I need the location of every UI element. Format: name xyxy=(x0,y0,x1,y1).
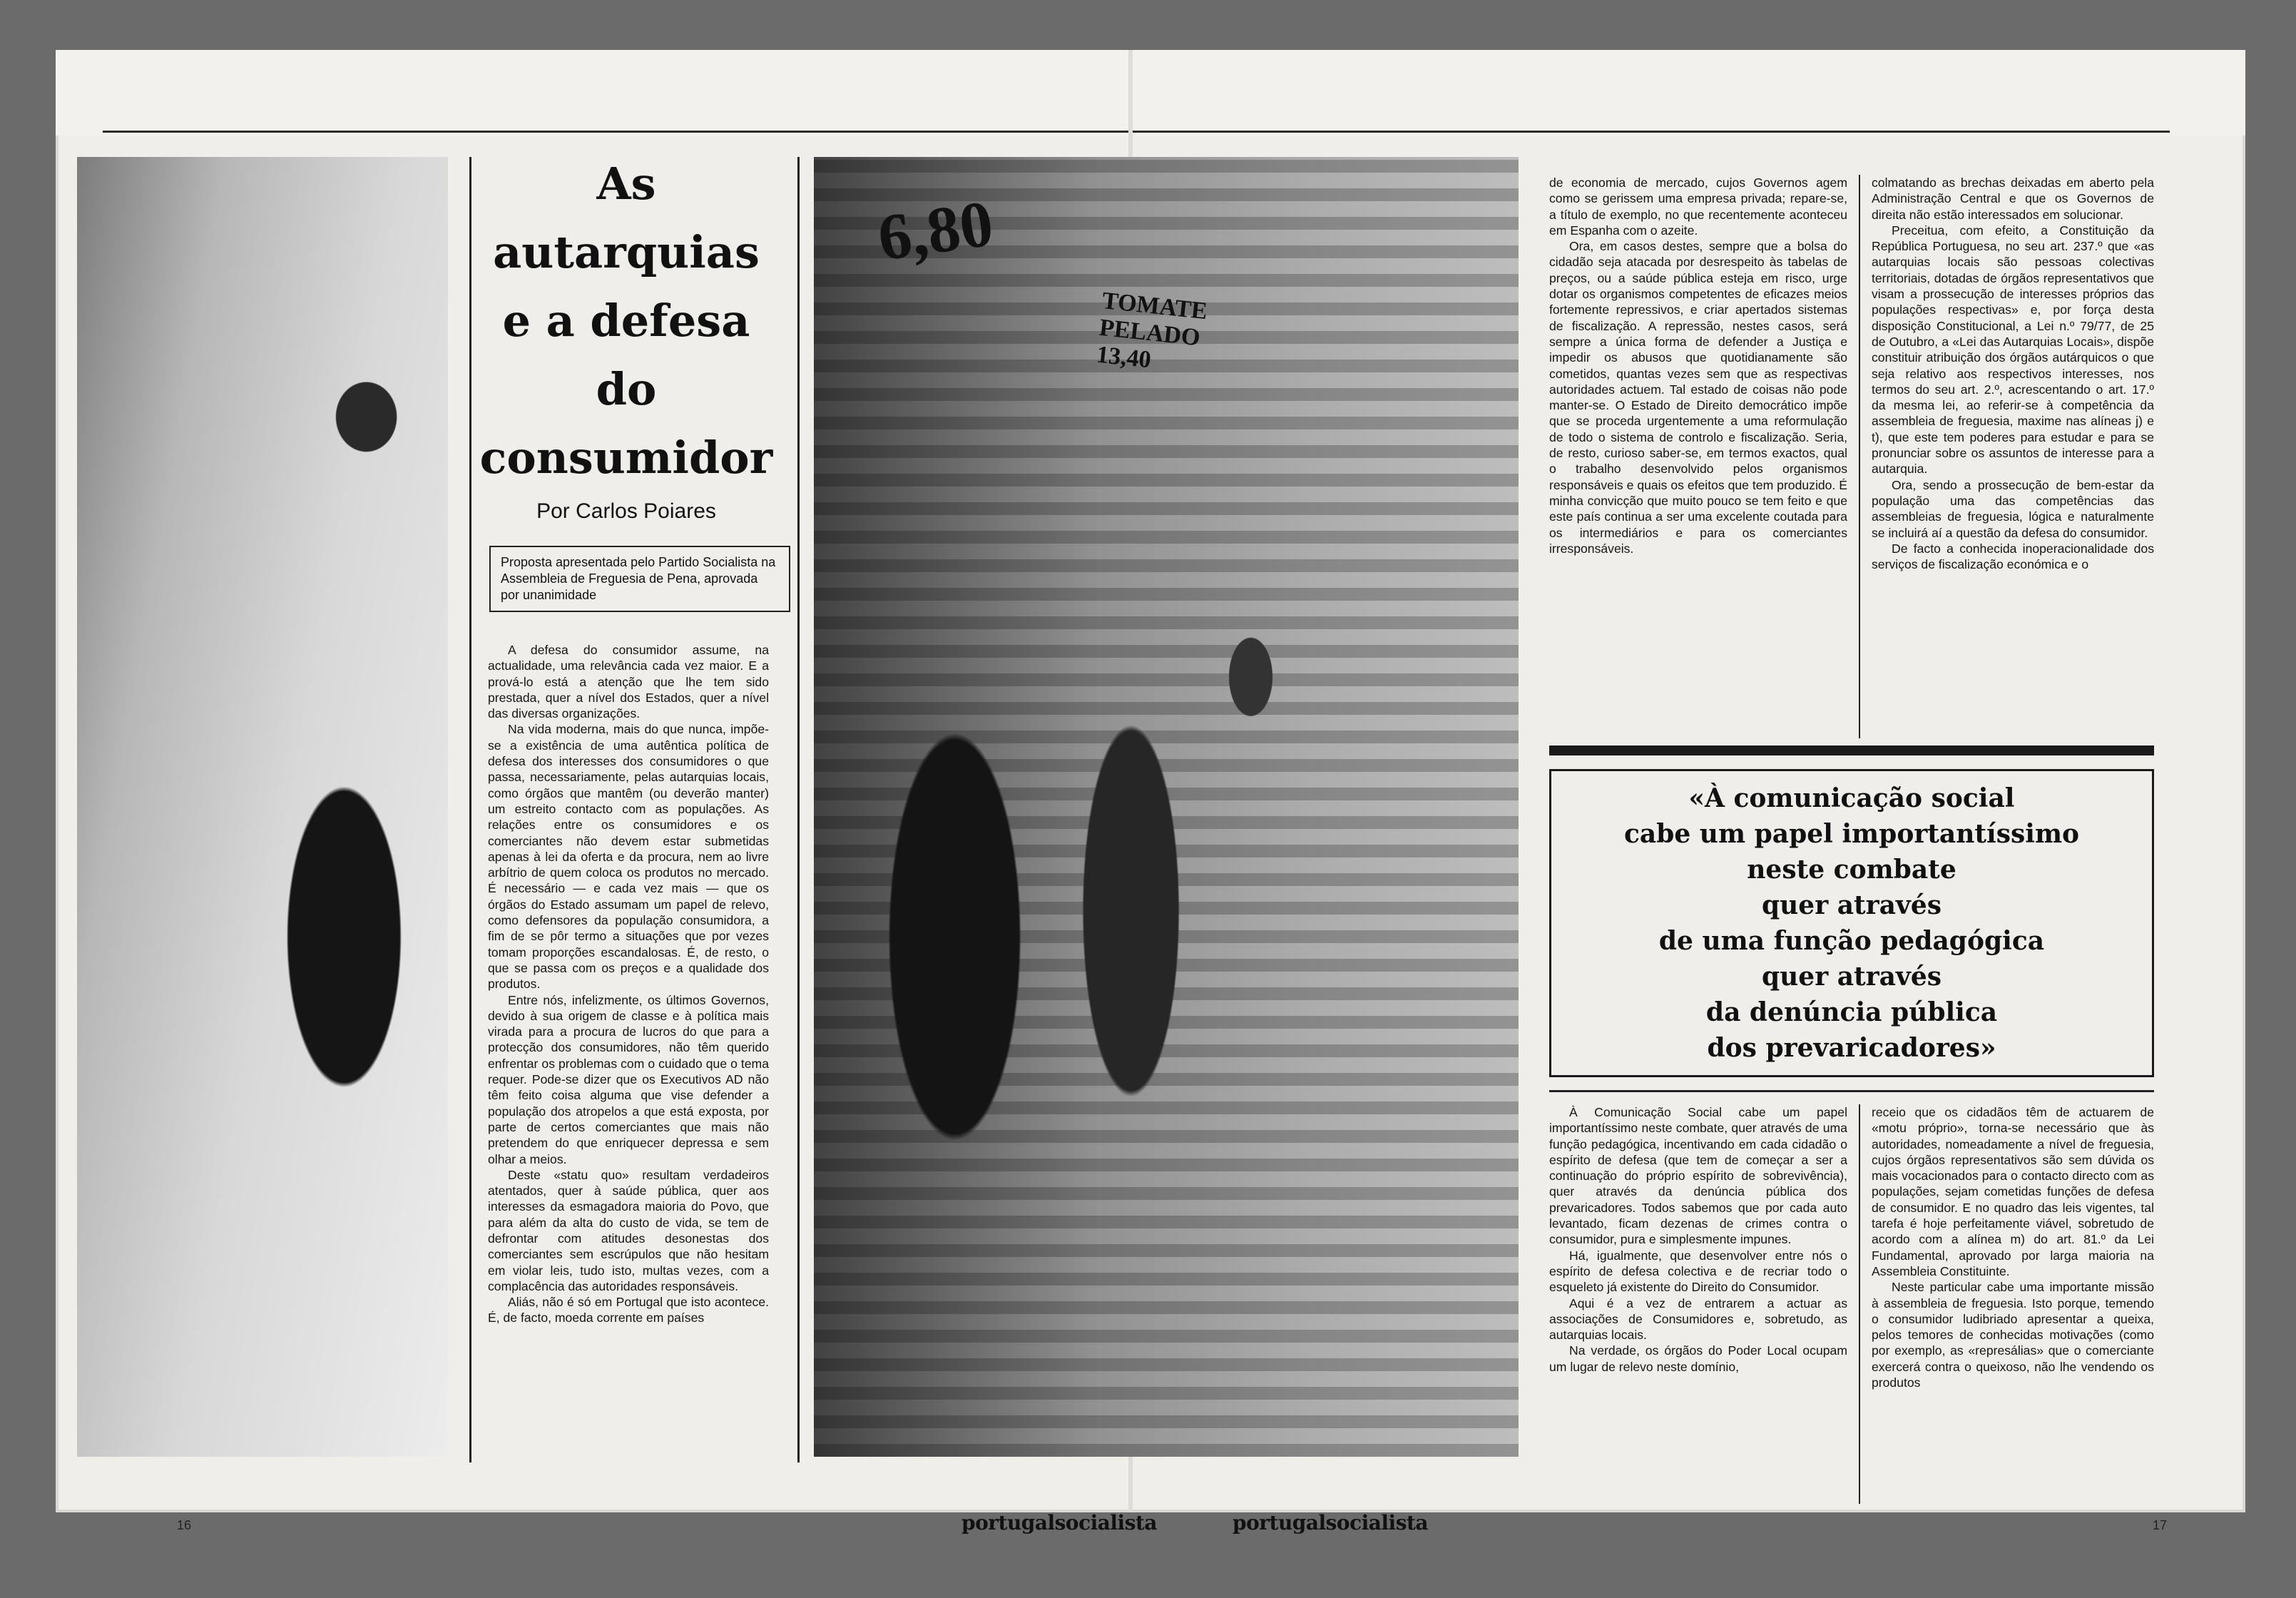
top-band xyxy=(56,50,2245,136)
page-number-right: 17 xyxy=(2153,1518,2168,1532)
paragraph: Aqui é a vez de entrarem a actuar as associações de Consumidores e, sobretudo, as autarquias locais. xyxy=(1549,1296,1847,1343)
quote-bar xyxy=(1549,745,2154,755)
section-rule xyxy=(1549,1090,2154,1092)
column-rule-right xyxy=(797,157,800,1462)
paragraph: receio que os cidadãos têm de actuarem de «motu próprio», torna-se necessário que às autoridades, nomeadamente a nível de freguesia, cujos órgãos representativos são sem dúvida os mais vocacionados para o contacto directo com as populações, sejam cometidas funções de defesa de consumidor. E no quadro das leis vigentes, tal tarefa é hoje perfeitamente viável, sobretudo de acordo com a alínea m) do art. 81.º da Lei Fundamental, aprovado por larga maioria na Assembleia Constituinte. xyxy=(1872,1105,2154,1278)
proposal-box: Proposta apresentada pelo Partido Socialista na Assembleia de Freguesia de Pena, aprovada por unanimidade xyxy=(489,546,790,612)
paragraph: Entre nós, infelizmente, os últimos Governos, devido à sua origem de classe e à política mais virada para a procura de lucros do que para a protecção dos consumidores, não têm querido enfrentar os problemas com o cuidado que o tema requer. Pode-se dizer que os Executivos AD não têm feito coisa alguma que vise defender a população dos atropelos a que está exposta, por parte de certos comerciantes que mais não pretendem do que enriquecer depressa e sem olhar a meios. xyxy=(488,992,769,1166)
paragraph: De facto a conhecida inoperacionalidade dos serviços de fiscalização económica e o xyxy=(1872,541,2154,572)
article-column-3 xyxy=(1872,175,2154,738)
paragraph: Na vida moderna, mais do que nunca, impõe-se a existência de uma autêntica política de defesa dos interesses dos consumidores o que passa, necessariamente, pelas autarquias locais, como órgãos que mantêm (ou deverão manter) um estreito contacto com as populações. As relações entre os consumidores e os comerciantes não devem estar submetidas apenas à lei da oferta e da procura, nem ao livre arbítrio de quem coloca os produtos no mercado. É necessário — e cada vez mais — que os órgãos do Estado assumam um papel de relevo, como defensores da população consumidora, a fim de se pôr termo a situações que por vezes tomam proporções escandalosas. É, de resto, o que se passa com os preços e a qualidade dos produtos. xyxy=(488,722,769,992)
paragraph: de economia de mercado, cujos Governos agem como se gerissem uma empresa privada; repare-se, a título de exemplo, no que recentemente aconteceu em Espanha com o azeite. xyxy=(1549,175,1847,238)
title-line: consumidor xyxy=(479,432,773,484)
article-column-5 xyxy=(1872,1104,2154,1504)
column-rule xyxy=(1859,175,1860,738)
paragraph: Deste «statu quo» resultam verdadeiros atentados, quer à saúde pública, quer aos interesses da esmagadora maioria do Povo, que para além da alta do custo de vida, se tem de defrontar com atitudes desonestas dos comerciantes sem escrúpulos que não hesitam em violar leis, tudo isto, multas vezes, com a complacência das autoridades responsáveis. xyxy=(488,1167,769,1293)
byline: Por Carlos Poiares xyxy=(536,499,716,523)
pull-quote-text: «À comunicação social cabe um papel importantíssimo neste combate quer através de uma função pedagógica quer através da denúncia pública dos prevaricadores» xyxy=(1623,783,2080,1063)
price-sign: 6,80 xyxy=(873,186,998,275)
article-column-4 xyxy=(1549,1104,1847,1504)
title-line: autarquias xyxy=(493,226,760,278)
photo-supermarket xyxy=(814,157,1519,1457)
paragraph: Ora, em casos destes, sempre que a bolsa do cidadão seja atacada por desrespeito às tabelas de preços, ou a saúde pública esteja em risco, urge dotar os organismos competentes de eficazes meios fortemente repressivos, e criar apertados sistemas de fiscalização. A repressão, nestes casos, será sempre a única forma de defender a Justiça e impedir os abusos que quotidianamente são cometidos, quantas vezes sem que as respectivas autoridades actuem. Tal estado de coisas não pode manter-se. O Estado de Direito democrático impõe que se proceda urgentemente a uma reformulação de todo o sistema de controlo e fiscalização. Seria, de resto, curioso saber-se, em termos exactos, qual o trabalho desenvolvido pelos organismos responsáveis e quais os efeitos que tem produzido. É minha convicção que muito pouco se tem feito e que este país continua a ser uma excelente coutada para os intermediários e para os comerciantes irresponsáveis. xyxy=(1549,239,1847,556)
paragraph: Neste particular cabe uma importante missão à assembleia de freguesia. Isto porque, temendo o consumidor ludibriado apresentar a queixa, pelos temores de conhecidas motivações (como por exemplo, as «represálias» que o comerciante exercerá contra o queixoso, não lhe vendendo os produtos xyxy=(1872,1280,2154,1390)
paragraph: Preceitua, com efeito, a Constituição da República Portuguesa, no seu art. 237.º que «as autarquias locais são pessoas colectivas territoriais, dotadas de órgãos representativos que visam a prossecução de interesses próprios das populações respectivas» e, por força desta disposição Constitucional, a Lei n.º 79/77, de 25 de Outubro, a «Lei das Autarquias Locais», dispõe constituir atribuição dos órgãos autárquicos o que seja relativo aos respectivos interesses, nos termos do seu art. 2.º, acrescentando o art. 17.º da mesma lei, ao referir-se à competência da assembleia de freguesia, maxime nas alíneas j) e t), que este tem poderes para estudar e para se pronunciar sobre os assuntos de interesse para a autarquia. xyxy=(1872,223,2154,477)
title-line: As xyxy=(596,158,656,210)
paragraph: Na verdade, os órgãos do Poder Local ocupam um lugar de relevo neste domínio, xyxy=(1549,1343,1847,1374)
top-rule xyxy=(103,131,2170,133)
price-sign: TOMATE PELADO 13,40 xyxy=(1095,287,1209,374)
paragraph: Aliás, não é só em Portugal que isto acontece. É, de facto, moeda corrente em países xyxy=(488,1295,769,1325)
masthead-left: portugalsocialista xyxy=(961,1511,1158,1535)
paragraph: Ora, sendo a prossecução de bem-estar da população uma das competências das assembleias de freguesia, lógica e naturalmente se incluirá aí a questão da defesa do consumidor. xyxy=(1872,477,2154,540)
masthead-right: portugalsocialista xyxy=(1233,1511,1429,1535)
paragraph: colmatando as brechas deixadas em aberto pela Administração Central e que os Governos de direita não estão interessados em solucionar. xyxy=(1872,175,2154,222)
article-column-1 xyxy=(488,642,769,1523)
paragraph: Há, igualmente, que desenvolver entre nós o espírito de defesa colectiva e de recriar todo o esqueleto já existente do Direito do Consumidor. xyxy=(1549,1248,1847,1295)
photo-woman-at-counter xyxy=(77,157,448,1457)
newspaper-spread xyxy=(56,50,2245,1535)
article-column-2 xyxy=(1549,175,1847,738)
title-line: e a defesa xyxy=(502,295,750,347)
article-title xyxy=(469,150,783,492)
paragraph: A defesa do consumidor assume, na actualidade, uma relevância cada vez maior. E a prová-lo está a atenção que lhe tem sido prestada, quer a nível dos Estados, quer a nível das diversas organizações. xyxy=(488,643,769,721)
pull-quote xyxy=(1549,769,2154,1077)
title-line: do xyxy=(596,363,657,415)
column-rule xyxy=(1859,1104,1860,1504)
page-number-left: 16 xyxy=(177,1518,192,1532)
paragraph: À Comunicação Social cabe um papel importantíssimo neste combate, quer através de uma função pedagógica, incentivando em cada cidadão o espírito de defesa (que tem de começar a ser a continuação do próprio espírito de sobrevivência), quer através da denúncia pública dos prevaricadores. Todos sabemos que por cada auto levantado, ficam dezenas de crimes contra o consumidor, pura e simplesmente impunes. xyxy=(1549,1105,1847,1247)
